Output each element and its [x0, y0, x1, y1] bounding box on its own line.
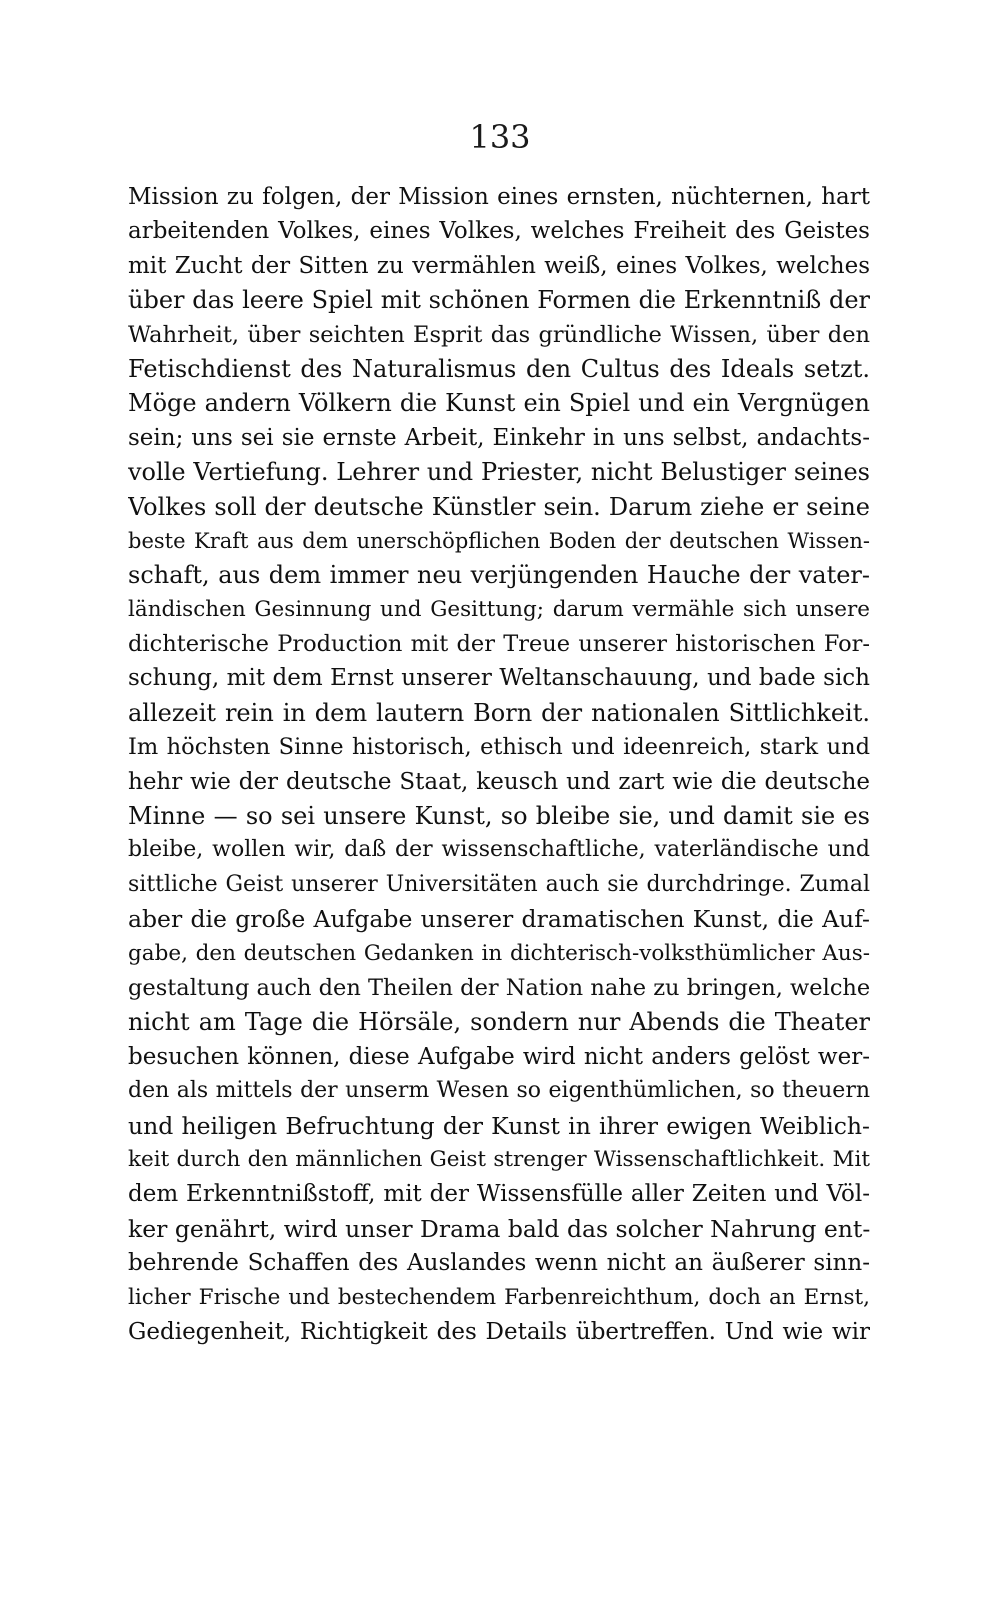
- text-line: Möge andern Völkern die Kunst ein Spiel und ein Vergnügen: [128, 389, 870, 418]
- text-line: Fetischdienst des Naturalismus den Cultus des Ideals setzt.: [128, 354, 870, 383]
- text-line: ker genährt, wird unser Drama bald das solcher Nahrung ent-: [128, 1214, 870, 1243]
- text-line: nicht am Tage die Hörsäle, sondern nur Abends die Theater: [128, 1008, 870, 1037]
- text-line: schaft, aus dem immer neu verjüngenden Hauche der vater-: [128, 561, 870, 590]
- text-line: Minne — so sei unsere Kunst, so bleibe sie, und damit sie es: [128, 802, 870, 831]
- text-line: Volkes soll der deutsche Künstler sein. Darum ziehe er seine: [128, 492, 870, 521]
- text-line: allezeit rein in dem lautern Born der nationalen Sittlichkeit.: [128, 698, 870, 727]
- text-line: mit Zucht der Sitten zu vermählen weiß, eines Volkes, welches: [128, 252, 870, 279]
- text-line: den als mittels der unserm Wesen so eigenthümlichen, so theuern: [128, 1078, 870, 1104]
- text-line: ländischen Gesinnung und Gesittung; darum vermähle sich unsere: [128, 596, 870, 622]
- text-line: Mission zu folgen, der Mission eines ernsten, nüchternen, hart: [128, 184, 870, 210]
- text-line: und heiligen Befruchtung der Kunst in ihrer ewigen Weiblich-: [128, 1111, 870, 1140]
- text-line: Gediegenheit, Richtigkeit des Details übertreffen. Und wie wir: [128, 1318, 870, 1345]
- text-line: gestaltung auch den Theilen der Nation nahe zu bringen, welche: [128, 974, 870, 1001]
- text-line: schung, mit dem Ernst unserer Weltanschauung, und bade sich: [128, 665, 870, 692]
- text-line: volle Vertiefung. Lehrer und Priester, nicht Belustiger seines: [128, 458, 870, 487]
- text-line: keit durch den männlichen Geist strenger Wissenschaftlichkeit. Mit: [128, 1146, 870, 1172]
- text-line: behrende Schaffen des Auslandes wenn nicht an äußerer sinn-: [128, 1250, 870, 1277]
- text-line: licher Frische und bestechendem Farbenreichthum, doch an Ernst,: [128, 1284, 870, 1310]
- text-line: besuchen können, diese Aufgabe wird nicht anders gelöst wer-: [128, 1043, 870, 1070]
- text-line: über das leere Spiel mit schönen Formen die Erkenntniß der: [128, 286, 870, 315]
- text-line: sein; uns sei sie ernste Arbeit, Einkehr in uns selbst, andachts-: [128, 424, 870, 451]
- text-line: gabe, den deutschen Gedanken in dichterisch-volksthümlicher Aus-: [128, 940, 870, 966]
- text-line: beste Kraft aus dem unerschöpflichen Boden der deutschen Wissen-: [128, 528, 870, 553]
- text-line: dem Erkenntnißstoff, mit der Wissensfülle aller Zeiten und Völ-: [128, 1181, 870, 1208]
- body-text: [128, 180, 870, 1349]
- text-line: bleibe, wollen wir, daß der wissenschaftliche, vaterländische und: [128, 837, 870, 863]
- text-line: sittliche Geist unserer Universitäten auch sie durchdringe. Zumal: [128, 871, 870, 897]
- text-line: hehr wie der deutsche Staat, keusch und zart wie die deutsche: [128, 768, 870, 795]
- text-line: aber die große Aufgabe unserer dramatischen Kunst, die Auf-: [128, 905, 870, 934]
- text-line: arbeitenden Volkes, eines Volkes, welches Freiheit des Geistes: [128, 218, 870, 245]
- text-line: Wahrheit, über seichten Esprit das gründliche Wissen, über den: [128, 321, 870, 348]
- page-number: 133: [469, 118, 531, 156]
- text-line: Im höchsten Sinne historisch, ethisch und ideenreich, stark und: [128, 734, 870, 761]
- text-line: dichterische Production mit der Treue unserer historischen For-: [128, 631, 870, 658]
